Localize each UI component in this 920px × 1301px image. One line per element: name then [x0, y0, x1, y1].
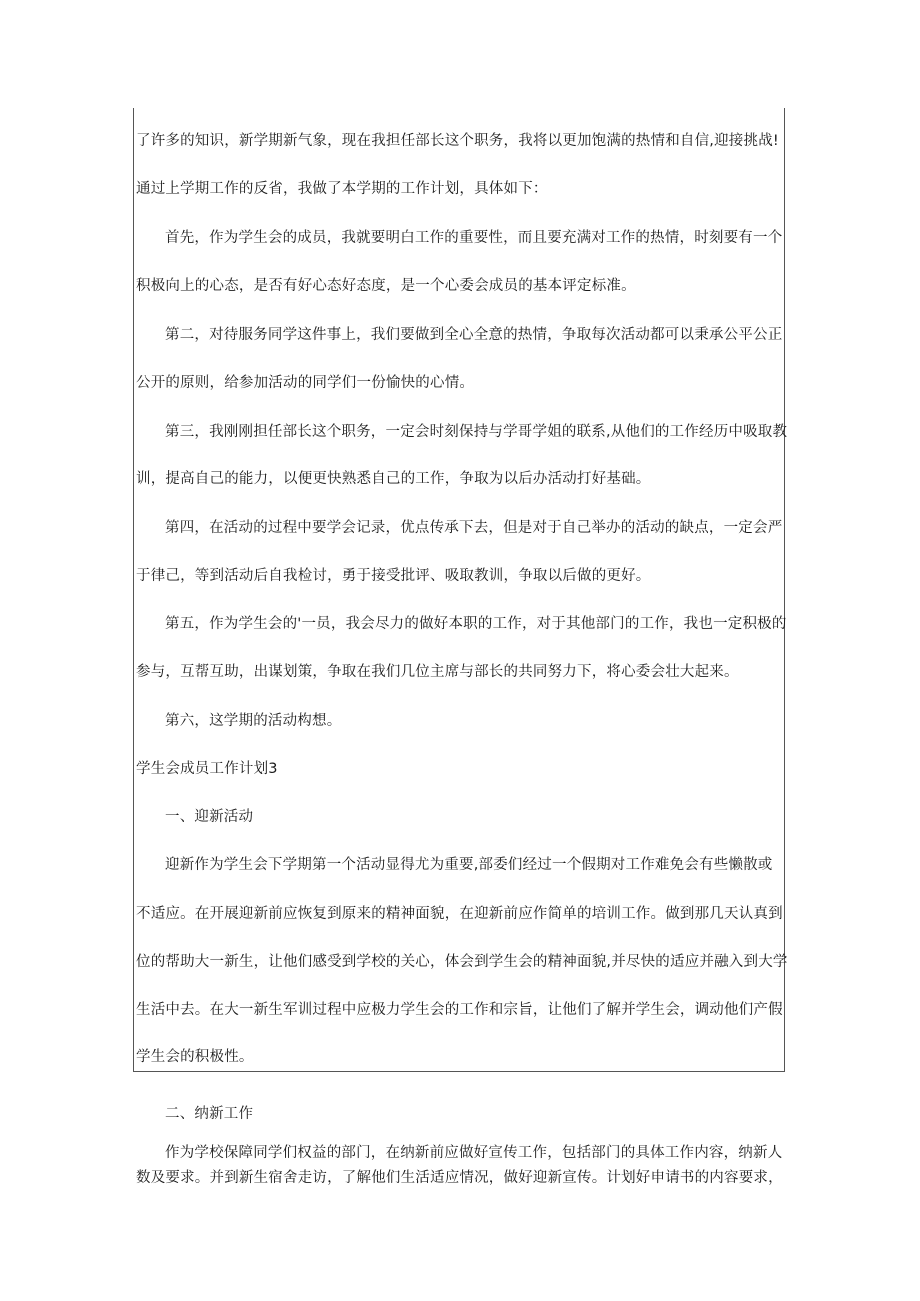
paragraph-line: 第四，在活动的过程中要学会记录，优点传承下去，但是对于自己举办的活动的缺点，一定会严 [165, 520, 783, 536]
paragraph-line: 第六，这学期的活动构想。 [165, 713, 342, 729]
paragraph-line: 积极向上的心态，是否有好心态好态度，是一个心委会成员的基本评定标准。 [136, 278, 636, 294]
paragraph-line: 公开的原则，给参加活动的同学们一份愉快的心情。 [136, 375, 475, 391]
subsection-heading: 二、纳新工作 [165, 1106, 254, 1122]
paragraph-line: 迎新作为学生会下学期第一个活动显得尤为重要,部委们经过一个假期对工作难免会有些懒散或 [165, 857, 773, 873]
section-heading: 学生会成员工作计划3 [136, 761, 278, 777]
paragraph-line: 训，提高自己的能力，以便更快熟悉自己的工作，争取为以后办活动打好基础。 [136, 471, 651, 487]
paragraph-line: 第三，我刚刚担任部长这个职务，一定会时刻保持与学哥学姐的联系,从他们的工作经历中吸取教 [165, 424, 788, 440]
paragraph-line: 第二，对待服务同学这件事上，我们要做到全心全意的热情，争取每次活动都可以秉承公平公正 [165, 327, 783, 343]
paragraph-line: 不适应。在开展迎新前应恢复到原来的精神面貌，在迎新前应作简单的培训工作。做到那几天认真到 [136, 906, 783, 922]
paragraph-line: 生活中去。在大一新生军训过程中应极力学生会的工作和宗旨，让他们了解并学生会，调动他们产假 [136, 1002, 783, 1018]
paragraph-line: 作为学校保障同学们权益的部门，在纳新前应做好宣传工作，包括部门的具体工作内容，纳新人 [165, 1145, 783, 1161]
paragraph-line: 第五，作为学生会的'一员，我会尽力的做好本职的工作，对于其他部门的工作，我也一定积极的 [165, 616, 787, 632]
bordered-text-frame [133, 108, 788, 1072]
paragraph-line: 位的帮助大一新生，让他们感受到学校的关心，体会到学生会的精神面貌,并尽快的适应并融入到大学 [136, 954, 788, 970]
paragraph-line: 学生会的积极性。 [136, 1049, 254, 1065]
paragraph-line: 首先，作为学生会的成员，我就要明白工作的重要性，而且要充满对工作的热情，时刻要有一个 [165, 230, 783, 246]
paragraph-line: 通过上学期工作的反省，我做了本学期的工作计划，具体如下： [136, 181, 548, 197]
paragraph-line: 数及要求。并到新生宿舍走访，了解他们生活适应情况，做好迎新宣传。计划好申请书的内容要求， [136, 1170, 783, 1186]
paragraph-line: 于律己，等到活动后自我检讨，勇于接受批评、吸取教训，争取以后做的更好。 [136, 568, 651, 584]
paragraph-line: 了许多的知识，新学期新气象，现在我担任部长这个职务，我将以更加饱满的热情和自信,迎接挑战! [136, 133, 779, 149]
paragraph-line: 参与，互帮互助，出谋划策，争取在我们几位主席与部长的共同努力下，将心委会壮大起来。 [136, 664, 739, 680]
subsection-heading: 一、迎新活动 [165, 809, 254, 825]
